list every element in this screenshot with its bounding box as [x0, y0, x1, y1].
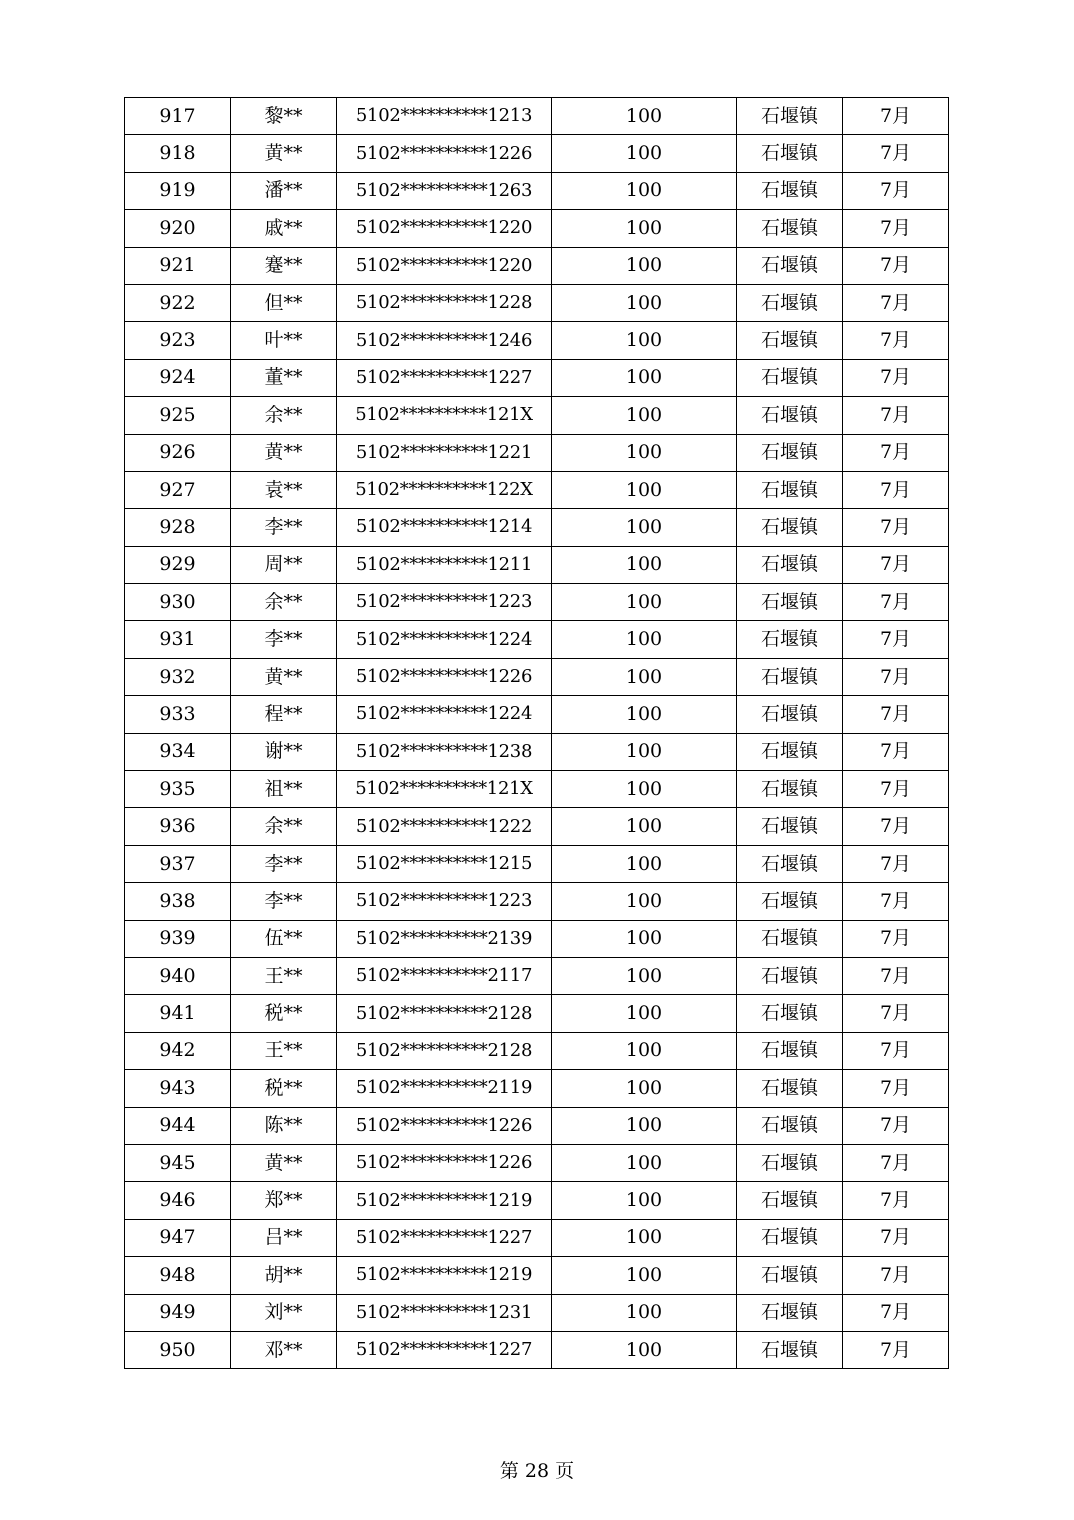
name-cell: 李** [231, 621, 337, 658]
id-number-cell: 5102**********1227 [337, 1219, 552, 1256]
month-cell: 7月 [843, 1219, 949, 1256]
amount-cell: 100 [552, 471, 737, 508]
town-cell: 石堰镇 [737, 1107, 843, 1144]
amount-cell: 100 [552, 995, 737, 1032]
row-index-cell: 950 [125, 1331, 231, 1368]
row-index-cell: 931 [125, 621, 231, 658]
id-number-cell: 5102**********1226 [337, 1144, 552, 1181]
town-cell: 石堰镇 [737, 397, 843, 434]
row-index-cell: 927 [125, 471, 231, 508]
row-index-cell: 933 [125, 696, 231, 733]
page-number: 第 28 页 [499, 1460, 575, 1482]
town-cell: 石堰镇 [737, 434, 843, 471]
row-index-cell: 923 [125, 322, 231, 359]
town-cell: 石堰镇 [737, 845, 843, 882]
month-cell: 7月 [843, 98, 949, 135]
table-row [125, 883, 949, 920]
roster-table-container [124, 97, 948, 1369]
row-index-cell: 946 [125, 1182, 231, 1219]
row-index-cell: 926 [125, 434, 231, 471]
amount-cell: 100 [552, 1219, 737, 1256]
table-row [125, 546, 949, 583]
name-cell: 袁** [231, 471, 337, 508]
name-cell: 祖** [231, 771, 337, 808]
row-index-cell: 941 [125, 995, 231, 1032]
town-cell: 石堰镇 [737, 1331, 843, 1368]
table-row [125, 471, 949, 508]
town-cell: 石堰镇 [737, 1294, 843, 1331]
table-row [125, 1107, 949, 1144]
amount-cell: 100 [552, 172, 737, 209]
name-cell: 董** [231, 359, 337, 396]
town-cell: 石堰镇 [737, 696, 843, 733]
id-number-cell: 5102**********1224 [337, 696, 552, 733]
amount-cell: 100 [552, 733, 737, 770]
id-number-cell: 5102**********1213 [337, 98, 552, 135]
name-cell: 邓** [231, 1331, 337, 1368]
row-index-cell: 921 [125, 247, 231, 284]
id-number-cell: 5102**********1246 [337, 322, 552, 359]
amount-cell: 100 [552, 957, 737, 994]
name-cell: 余** [231, 808, 337, 845]
id-number-cell: 5102**********1219 [337, 1182, 552, 1219]
amount-cell: 100 [552, 359, 737, 396]
id-number-cell: 5102**********1211 [337, 546, 552, 583]
month-cell: 7月 [843, 1144, 949, 1181]
amount-cell: 100 [552, 771, 737, 808]
row-index-cell: 943 [125, 1070, 231, 1107]
town-cell: 石堰镇 [737, 658, 843, 695]
name-cell: 李** [231, 845, 337, 882]
town-cell: 石堰镇 [737, 957, 843, 994]
row-index-cell: 949 [125, 1294, 231, 1331]
roster-table [124, 97, 949, 1369]
name-cell: 叶** [231, 322, 337, 359]
month-cell: 7月 [843, 509, 949, 546]
month-cell: 7月 [843, 1331, 949, 1368]
id-number-cell: 5102**********1223 [337, 883, 552, 920]
row-index-cell: 928 [125, 509, 231, 546]
table-row [125, 247, 949, 284]
row-index-cell: 942 [125, 1032, 231, 1069]
month-cell: 7月 [843, 1032, 949, 1069]
month-cell: 7月 [843, 1294, 949, 1331]
month-cell: 7月 [843, 247, 949, 284]
amount-cell: 100 [552, 247, 737, 284]
amount-cell: 100 [552, 1070, 737, 1107]
name-cell: 谢** [231, 733, 337, 770]
name-cell: 黄** [231, 135, 337, 172]
name-cell: 周** [231, 546, 337, 583]
table-row [125, 1032, 949, 1069]
table-row [125, 359, 949, 396]
table-row [125, 1144, 949, 1181]
name-cell: 蹇** [231, 247, 337, 284]
amount-cell: 100 [552, 658, 737, 695]
month-cell: 7月 [843, 546, 949, 583]
row-index-cell: 929 [125, 546, 231, 583]
table-row [125, 995, 949, 1032]
id-number-cell: 5102**********1263 [337, 172, 552, 209]
row-index-cell: 940 [125, 957, 231, 994]
month-cell: 7月 [843, 621, 949, 658]
row-index-cell: 930 [125, 584, 231, 621]
amount-cell: 100 [552, 546, 737, 583]
month-cell: 7月 [843, 135, 949, 172]
month-cell: 7月 [843, 210, 949, 247]
id-number-cell: 5102**********1215 [337, 845, 552, 882]
name-cell: 黎** [231, 98, 337, 135]
row-index-cell: 924 [125, 359, 231, 396]
table-row [125, 210, 949, 247]
month-cell: 7月 [843, 1182, 949, 1219]
id-number-cell: 5102**********1227 [337, 359, 552, 396]
town-cell: 石堰镇 [737, 135, 843, 172]
table-row [125, 284, 949, 321]
id-number-cell: 5102**********1224 [337, 621, 552, 658]
name-cell: 伍** [231, 920, 337, 957]
table-row [125, 509, 949, 546]
town-cell: 石堰镇 [737, 247, 843, 284]
table-row [125, 172, 949, 209]
row-index-cell: 917 [125, 98, 231, 135]
id-number-cell: 5102**********1219 [337, 1257, 552, 1294]
table-row [125, 1331, 949, 1368]
amount-cell: 100 [552, 808, 737, 845]
row-index-cell: 948 [125, 1257, 231, 1294]
town-cell: 石堰镇 [737, 920, 843, 957]
amount-cell: 100 [552, 584, 737, 621]
table-row [125, 434, 949, 471]
month-cell: 7月 [843, 434, 949, 471]
table-row [125, 135, 949, 172]
roster-table-body [125, 98, 949, 1369]
name-cell: 李** [231, 883, 337, 920]
town-cell: 石堰镇 [737, 1144, 843, 1181]
id-number-cell: 5102**********1238 [337, 733, 552, 770]
month-cell: 7月 [843, 883, 949, 920]
amount-cell: 100 [552, 1144, 737, 1181]
id-number-cell: 5102**********2117 [337, 957, 552, 994]
id-number-cell: 5102**********121X [337, 771, 552, 808]
month-cell: 7月 [843, 1107, 949, 1144]
amount-cell: 100 [552, 1294, 737, 1331]
amount-cell: 100 [552, 509, 737, 546]
amount-cell: 100 [552, 210, 737, 247]
table-row [125, 920, 949, 957]
id-number-cell: 5102**********1220 [337, 247, 552, 284]
id-number-cell: 5102**********2139 [337, 920, 552, 957]
table-row [125, 1257, 949, 1294]
row-index-cell: 934 [125, 733, 231, 770]
row-index-cell: 925 [125, 397, 231, 434]
id-number-cell: 5102**********2119 [337, 1070, 552, 1107]
name-cell: 税** [231, 1070, 337, 1107]
name-cell: 潘** [231, 172, 337, 209]
table-row [125, 1070, 949, 1107]
table-row [125, 621, 949, 658]
amount-cell: 100 [552, 696, 737, 733]
month-cell: 7月 [843, 920, 949, 957]
amount-cell: 100 [552, 434, 737, 471]
name-cell: 陈** [231, 1107, 337, 1144]
id-number-cell: 5102**********1231 [337, 1294, 552, 1331]
table-row [125, 322, 949, 359]
name-cell: 税** [231, 995, 337, 1032]
month-cell: 7月 [843, 397, 949, 434]
month-cell: 7月 [843, 771, 949, 808]
amount-cell: 100 [552, 322, 737, 359]
name-cell: 黄** [231, 1144, 337, 1181]
table-row [125, 733, 949, 770]
id-number-cell: 5102**********2128 [337, 1032, 552, 1069]
table-row [125, 957, 949, 994]
month-cell: 7月 [843, 696, 949, 733]
table-row [125, 658, 949, 695]
amount-cell: 100 [552, 621, 737, 658]
town-cell: 石堰镇 [737, 621, 843, 658]
table-row [125, 696, 949, 733]
town-cell: 石堰镇 [737, 995, 843, 1032]
town-cell: 石堰镇 [737, 883, 843, 920]
row-index-cell: 932 [125, 658, 231, 695]
row-index-cell: 938 [125, 883, 231, 920]
month-cell: 7月 [843, 172, 949, 209]
amount-cell: 100 [552, 284, 737, 321]
row-index-cell: 935 [125, 771, 231, 808]
id-number-cell: 5102**********1222 [337, 808, 552, 845]
town-cell: 石堰镇 [737, 1070, 843, 1107]
month-cell: 7月 [843, 322, 949, 359]
name-cell: 郑** [231, 1182, 337, 1219]
table-row [125, 1219, 949, 1256]
amount-cell: 100 [552, 1032, 737, 1069]
id-number-cell: 5102**********1227 [337, 1331, 552, 1368]
row-index-cell: 918 [125, 135, 231, 172]
id-number-cell: 5102**********1214 [337, 509, 552, 546]
name-cell: 余** [231, 584, 337, 621]
row-index-cell: 920 [125, 210, 231, 247]
amount-cell: 100 [552, 1182, 737, 1219]
amount-cell: 100 [552, 1331, 737, 1368]
town-cell: 石堰镇 [737, 284, 843, 321]
amount-cell: 100 [552, 845, 737, 882]
id-number-cell: 5102**********1221 [337, 434, 552, 471]
row-index-cell: 922 [125, 284, 231, 321]
town-cell: 石堰镇 [737, 98, 843, 135]
town-cell: 石堰镇 [737, 1182, 843, 1219]
town-cell: 石堰镇 [737, 771, 843, 808]
town-cell: 石堰镇 [737, 172, 843, 209]
month-cell: 7月 [843, 584, 949, 621]
table-row [125, 771, 949, 808]
id-number-cell: 5102**********1223 [337, 584, 552, 621]
month-cell: 7月 [843, 658, 949, 695]
town-cell: 石堰镇 [737, 1219, 843, 1256]
name-cell: 余** [231, 397, 337, 434]
town-cell: 石堰镇 [737, 210, 843, 247]
row-index-cell: 919 [125, 172, 231, 209]
month-cell: 7月 [843, 845, 949, 882]
table-row [125, 1182, 949, 1219]
month-cell: 7月 [843, 284, 949, 321]
table-row [125, 808, 949, 845]
town-cell: 石堰镇 [737, 1257, 843, 1294]
name-cell: 李** [231, 509, 337, 546]
town-cell: 石堰镇 [737, 808, 843, 845]
row-index-cell: 944 [125, 1107, 231, 1144]
id-number-cell: 5102**********1226 [337, 135, 552, 172]
name-cell: 黄** [231, 434, 337, 471]
table-row [125, 98, 949, 135]
amount-cell: 100 [552, 920, 737, 957]
month-cell: 7月 [843, 995, 949, 1032]
table-row [125, 397, 949, 434]
row-index-cell: 936 [125, 808, 231, 845]
town-cell: 石堰镇 [737, 509, 843, 546]
id-number-cell: 5102**********2128 [337, 995, 552, 1032]
id-number-cell: 5102**********1220 [337, 210, 552, 247]
month-cell: 7月 [843, 1257, 949, 1294]
id-number-cell: 5102**********121X [337, 397, 552, 434]
month-cell: 7月 [843, 808, 949, 845]
name-cell: 黄** [231, 658, 337, 695]
name-cell: 吕** [231, 1219, 337, 1256]
table-row [125, 1294, 949, 1331]
name-cell: 刘** [231, 1294, 337, 1331]
amount-cell: 100 [552, 1257, 737, 1294]
month-cell: 7月 [843, 957, 949, 994]
amount-cell: 100 [552, 883, 737, 920]
town-cell: 石堰镇 [737, 733, 843, 770]
town-cell: 石堰镇 [737, 322, 843, 359]
month-cell: 7月 [843, 1070, 949, 1107]
name-cell: 王** [231, 1032, 337, 1069]
id-number-cell: 5102**********1228 [337, 284, 552, 321]
town-cell: 石堰镇 [737, 1032, 843, 1069]
id-number-cell: 5102**********1226 [337, 1107, 552, 1144]
month-cell: 7月 [843, 359, 949, 396]
name-cell: 王** [231, 957, 337, 994]
town-cell: 石堰镇 [737, 359, 843, 396]
row-index-cell: 939 [125, 920, 231, 957]
town-cell: 石堰镇 [737, 546, 843, 583]
name-cell: 胡** [231, 1257, 337, 1294]
town-cell: 石堰镇 [737, 471, 843, 508]
id-number-cell: 5102**********1226 [337, 658, 552, 695]
month-cell: 7月 [843, 733, 949, 770]
name-cell: 戚** [231, 210, 337, 247]
row-index-cell: 945 [125, 1144, 231, 1181]
table-row [125, 845, 949, 882]
row-index-cell: 937 [125, 845, 231, 882]
table-row [125, 584, 949, 621]
amount-cell: 100 [552, 98, 737, 135]
id-number-cell: 5102**********122X [337, 471, 552, 508]
month-cell: 7月 [843, 471, 949, 508]
amount-cell: 100 [552, 1107, 737, 1144]
row-index-cell: 947 [125, 1219, 231, 1256]
amount-cell: 100 [552, 397, 737, 434]
name-cell: 程** [231, 696, 337, 733]
town-cell: 石堰镇 [737, 584, 843, 621]
name-cell: 但** [231, 284, 337, 321]
amount-cell: 100 [552, 135, 737, 172]
